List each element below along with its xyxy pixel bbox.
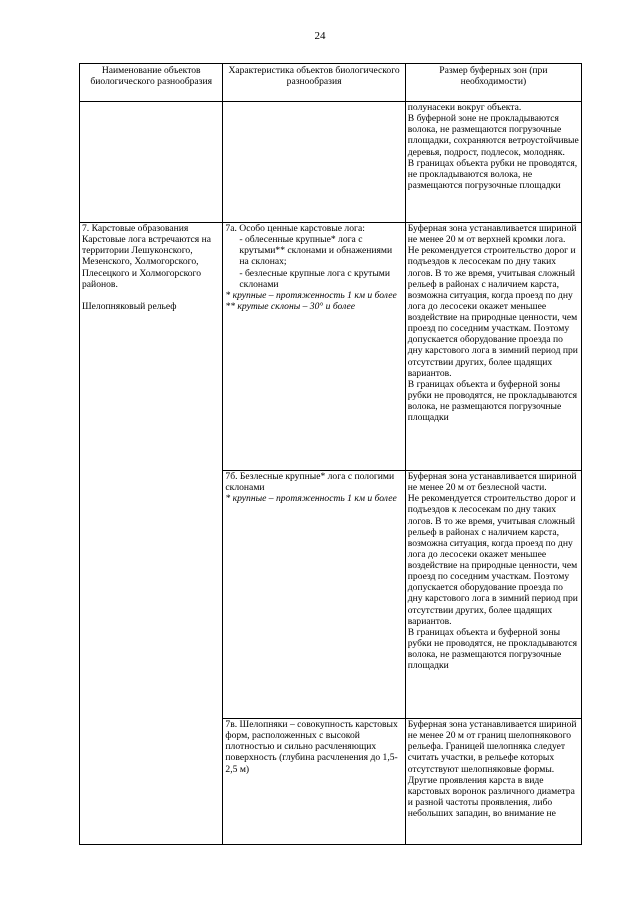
text-line: В буферной зоне не прокладываются волока, не размещаются погрузочные площадки, сохраняются ветроустойчивые деревья, подрост, подлесок, молодняк. bbox=[407, 113, 579, 158]
karst-7a-item1: - облесенные крупные* лога с крутыми** склонами и обнажениями на склонах; bbox=[239, 234, 393, 268]
cell-buffer-continued bbox=[405, 102, 581, 223]
text-line: В границах объекта и буферной зоны рубки не проводятся, не прокладываются волока, не размещаются погрузочные площадки bbox=[407, 626, 577, 672]
karst-7a-note2: ** крутые склоны – 30° и более bbox=[225, 300, 356, 312]
karst-subtitle: Шелопняковый рельеф bbox=[82, 300, 177, 312]
karst-title: 7. Карстовые образования Карстовые лога встречаются на территории Лешуконского, Мезенского, Холмогорского, Плесецкого и Холмогорского районов. bbox=[82, 223, 212, 290]
cell-karst-7c-characteristic bbox=[223, 719, 405, 845]
buffer-zones-table bbox=[79, 63, 582, 845]
karst-7b-head: 7б. Безлесные крупные* лога с пологими склонами bbox=[225, 471, 395, 494]
cell-karst-7b-characteristic bbox=[223, 471, 405, 719]
karst-7c-head: 7в. Шелопняки – совокупность карстовых форм, расположенных с высокой плотностью и сильно расчленяющих поверхность (глубина расчленения до 1,5-2,5 м) bbox=[225, 719, 398, 775]
cell-karst-7a-buffer bbox=[405, 223, 581, 471]
cell-karst-7c-buffer bbox=[405, 719, 581, 845]
header-buffer-size: Размер буферных зон (при необходимости) bbox=[405, 64, 581, 102]
text-line: Не рекомендуется строительство дорог и подъездов к лесосекам по дну таких логов. В то же время, учитывая сложный рельеф в районах с наличием карста, возможна ситуация, когда проезд по дну лога до лесосеки окажет меньшее воздействие на природные ценности, чем проезд по соседним участкам. Поэтому допускается оборудование проезда по дну карстового лога в зимний период при отсутствии других, более щадящих вариантов. bbox=[407, 493, 578, 627]
cell-empty bbox=[80, 102, 223, 223]
cell-karst-7a-characteristic bbox=[223, 223, 405, 471]
table-row-continued bbox=[80, 102, 582, 223]
cell-karst-7b-buffer bbox=[405, 471, 581, 719]
text-line: Буферная зона устанавливается шириной не менее 20 м от верхней кромки лога. bbox=[407, 223, 577, 246]
karst-7a-note1: * крупные – протяженность 1 км и более bbox=[225, 289, 397, 301]
karst-7a-head: 7а. Особо ценные карстовые лога: bbox=[225, 223, 365, 234]
table-row-karst-7a bbox=[80, 223, 582, 471]
table-header-row bbox=[80, 64, 582, 102]
header-object-characteristic: Характеристика объектов биологического разнообразия bbox=[223, 64, 405, 102]
text-line: Буферная зона устанавливается шириной не менее 20 м от границ шелопнякового рельефа. Границей шелопняка следует считать участки, в рельефе которых отсутствуют шелопняковые формы. Другие проявления карста в виде карстовых воронок различного диаметра и разной частоты проявления, либо небольших западин, во внимание не bbox=[407, 719, 577, 819]
text-line: В границах объекта и буферной зоны рубки не проводятся, не прокладываются волока, не размещаются погрузочные площадки bbox=[407, 378, 577, 424]
cell-empty bbox=[223, 102, 405, 223]
header-object-name: Наименование объектов биологического разнообразия bbox=[80, 64, 223, 102]
text-line: Буферная зона устанавливается шириной не менее 20 м от безлесной части. bbox=[407, 471, 577, 494]
page-number: 24 bbox=[314, 30, 326, 42]
text-line: полунасеки вокруг объекта. bbox=[407, 102, 522, 113]
text-line: В границах объекта рубки не проводятся, не прокладываются волока, не размещаются погрузочные площадки bbox=[407, 157, 578, 191]
text-line: Не рекомендуется строительство дорог и подъездов к лесосекам по дну таких логов. В то же время, учитывая сложный рельеф в районах с наличием карста, возможна ситуация, когда проезд по дну лога до лесосеки окажет меньшее воздействие на природные ценности, чем проезд по соседним участкам. Поэтому допускается оборудование проезда по дну карстового лога в зимний период при отсутствии других, более щадящих вариантов. bbox=[407, 245, 578, 379]
karst-7b-note1: * крупные – протяженность 1 км и более bbox=[225, 493, 397, 505]
karst-7a-item2: - безлесные крупные лога с крутыми склонами bbox=[239, 267, 391, 290]
cell-karst-object bbox=[80, 223, 223, 845]
